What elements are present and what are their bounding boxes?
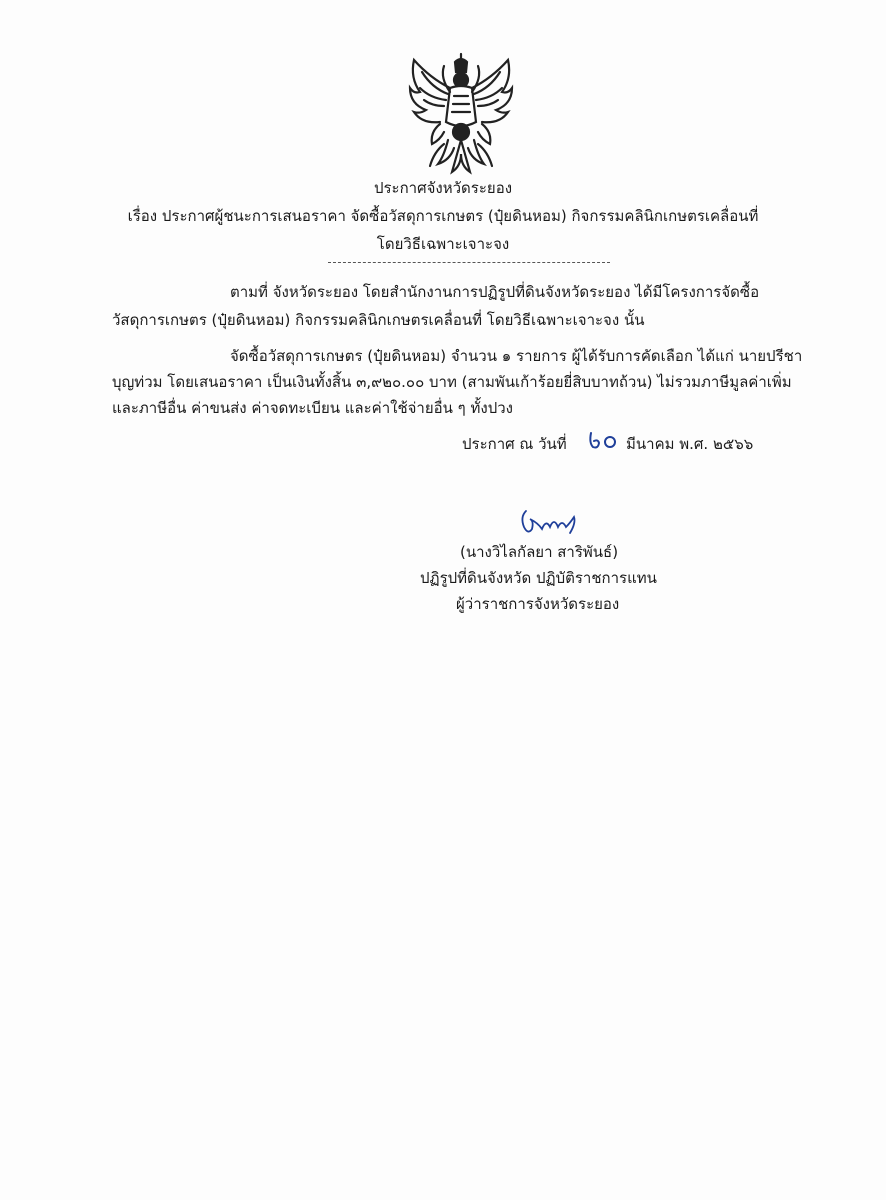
- handwritten-day: [586, 427, 620, 453]
- date-prefix: ประกาศ ณ วันที่: [462, 435, 567, 453]
- handwritten-signature: [516, 505, 582, 539]
- garuda-emblem-icon: [400, 48, 522, 176]
- paragraph-1-line-2: วัสดุการเกษตร (ปุ๋ยดินหอม) กิจกรรมคลินิกเกษตรเคลื่อนที่ โดยวิธีเฉพาะเจาะจง นั้น: [112, 311, 645, 329]
- paragraph-2-line-2: บุญท่วม โดยเสนอราคา เป็นเงินทั้งสิ้น ๓,๙๒๐.๐๐ บาท (สามพันเก้าร้อยยี่สิบบาทถ้วน) ไม่รวมภาษีมูลค่าเพิ่ม: [112, 373, 792, 391]
- signer-position: ปฏิรูปที่ดินจังหวัด ปฏิบัติราชการแทน: [420, 569, 657, 587]
- issuer-title: ประกาศจังหวัดระยอง: [373, 179, 513, 197]
- paragraph-1-line-1: ตามที่ จังหวัดระยอง โดยสำนักงานการปฏิรูปที่ดินจังหวัดระยอง ได้มีโครงการจัดซื้อ: [230, 283, 760, 301]
- header-divider: [328, 262, 610, 263]
- signer-authority: ผู้ว่าราชการจังหวัดระยอง: [456, 595, 620, 613]
- paragraph-2-line-3: และภาษีอื่น ค่าขนส่ง ค่าจดทะเบียน และค่าใช้จ่ายอื่น ๆ ทั้งปวง: [112, 399, 513, 417]
- subject-line-2: โดยวิธีเฉพาะเจาะจง: [376, 235, 510, 253]
- date-suffix: มีนาคม พ.ศ. ๒๕๖๖: [626, 435, 754, 453]
- subject-line-1: เรื่อง ประกาศผู้ชนะการเสนอราคา จัดซื้อวัสดุการเกษตร (ปุ๋ยดินหอม) กิจกรรมคลินิกเกษตรเคลื่อนที่: [127, 207, 759, 225]
- signer-name: (นางวิไลกัลยา สาริพันธ์): [460, 543, 619, 561]
- paragraph-2-line-1: จัดซื้อวัสดุการเกษตร (ปุ๋ยดินหอม) จำนวน ๑ รายการ ผู้ได้รับการคัดเลือก ได้แก่ นายปรีชา: [230, 347, 803, 365]
